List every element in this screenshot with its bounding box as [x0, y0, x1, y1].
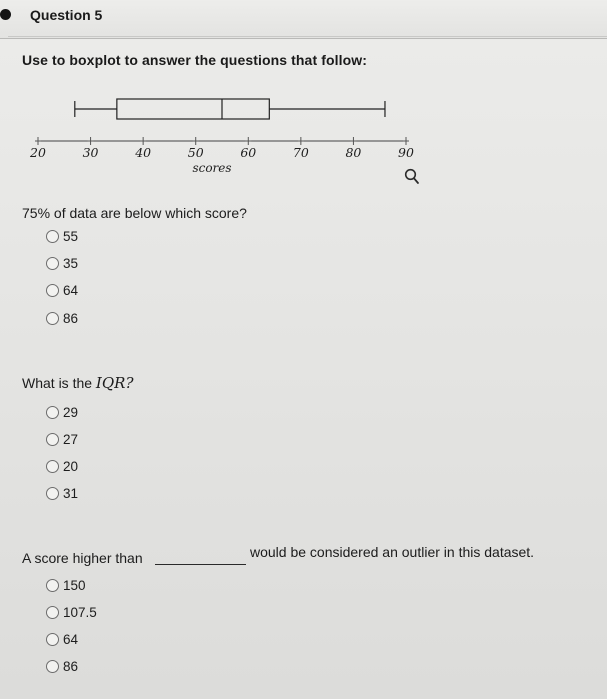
question-2-prefix: What is the [22, 375, 96, 391]
radio-button[interactable] [46, 579, 59, 592]
tick-label: 20 [30, 145, 46, 160]
radio-button[interactable] [46, 633, 59, 646]
radio-button[interactable] [46, 487, 59, 500]
option-label: 20 [63, 459, 79, 474]
question-title: Question 5 [30, 7, 103, 23]
q1-option-4[interactable] [46, 311, 78, 326]
question-3-after: would be considered an outlier in this dataset. [250, 544, 535, 560]
zoom-icon[interactable] [404, 168, 420, 186]
option-label: 55 [63, 229, 79, 244]
radio-button[interactable] [46, 660, 59, 673]
tick-label: 80 [345, 145, 362, 160]
q1-option-3[interactable] [46, 283, 78, 298]
question-3-text [22, 544, 582, 574]
radio-button[interactable] [46, 312, 59, 325]
option-label: 64 [63, 283, 79, 298]
option-label: 64 [63, 632, 79, 647]
radio-button[interactable] [46, 606, 59, 619]
q3-option-4[interactable] [46, 659, 78, 674]
option-label: 86 [63, 659, 79, 674]
q3-option-3[interactable] [46, 632, 78, 647]
q3-option-1[interactable] [46, 578, 86, 593]
q1-option-1[interactable] [46, 229, 78, 244]
option-label: 86 [63, 311, 79, 326]
tick-label: 90 [398, 145, 414, 160]
radio-button[interactable] [46, 460, 59, 473]
question-2-suffix: ? [125, 374, 134, 392]
question-instruction: Use to boxplot to answer the questions that follow: [22, 52, 367, 68]
q1-option-2[interactable] [46, 256, 78, 271]
radio-button[interactable] [46, 406, 59, 419]
option-label: 35 [63, 256, 79, 271]
option-label: 107.5 [63, 605, 97, 620]
tick-label: 70 [292, 145, 309, 160]
tick-label: 40 [135, 145, 152, 160]
option-label: 27 [63, 432, 79, 447]
header-divider [8, 36, 607, 37]
radio-button[interactable] [46, 433, 59, 446]
option-label: 29 [63, 405, 79, 420]
tick-label: 30 [82, 145, 99, 160]
q3-option-2[interactable] [46, 605, 97, 620]
radio-button[interactable] [46, 284, 59, 297]
question-3-before: A score higher than [22, 550, 143, 566]
iqr-box [117, 99, 269, 119]
option-label: 150 [63, 578, 86, 593]
q2-option-4[interactable] [46, 486, 78, 501]
q2-option-1[interactable] [46, 405, 78, 420]
boxplot-chart [0, 90, 440, 185]
x-axis-label: scores [192, 161, 232, 175]
radio-button[interactable] [46, 257, 59, 270]
tick-label: 60 [240, 145, 257, 160]
question-header [0, 0, 607, 39]
option-label: 31 [63, 486, 79, 501]
question-2-text [22, 374, 134, 392]
q2-option-2[interactable] [46, 432, 78, 447]
answer-blank [155, 564, 246, 565]
q2-option-3[interactable] [46, 459, 78, 474]
tick-label: 50 [187, 145, 204, 160]
question-1-text: 75% of data are below which score? [22, 205, 247, 221]
question-bullet-icon [0, 9, 11, 20]
iqr-symbol: IQR [95, 374, 126, 392]
radio-button[interactable] [46, 230, 59, 243]
